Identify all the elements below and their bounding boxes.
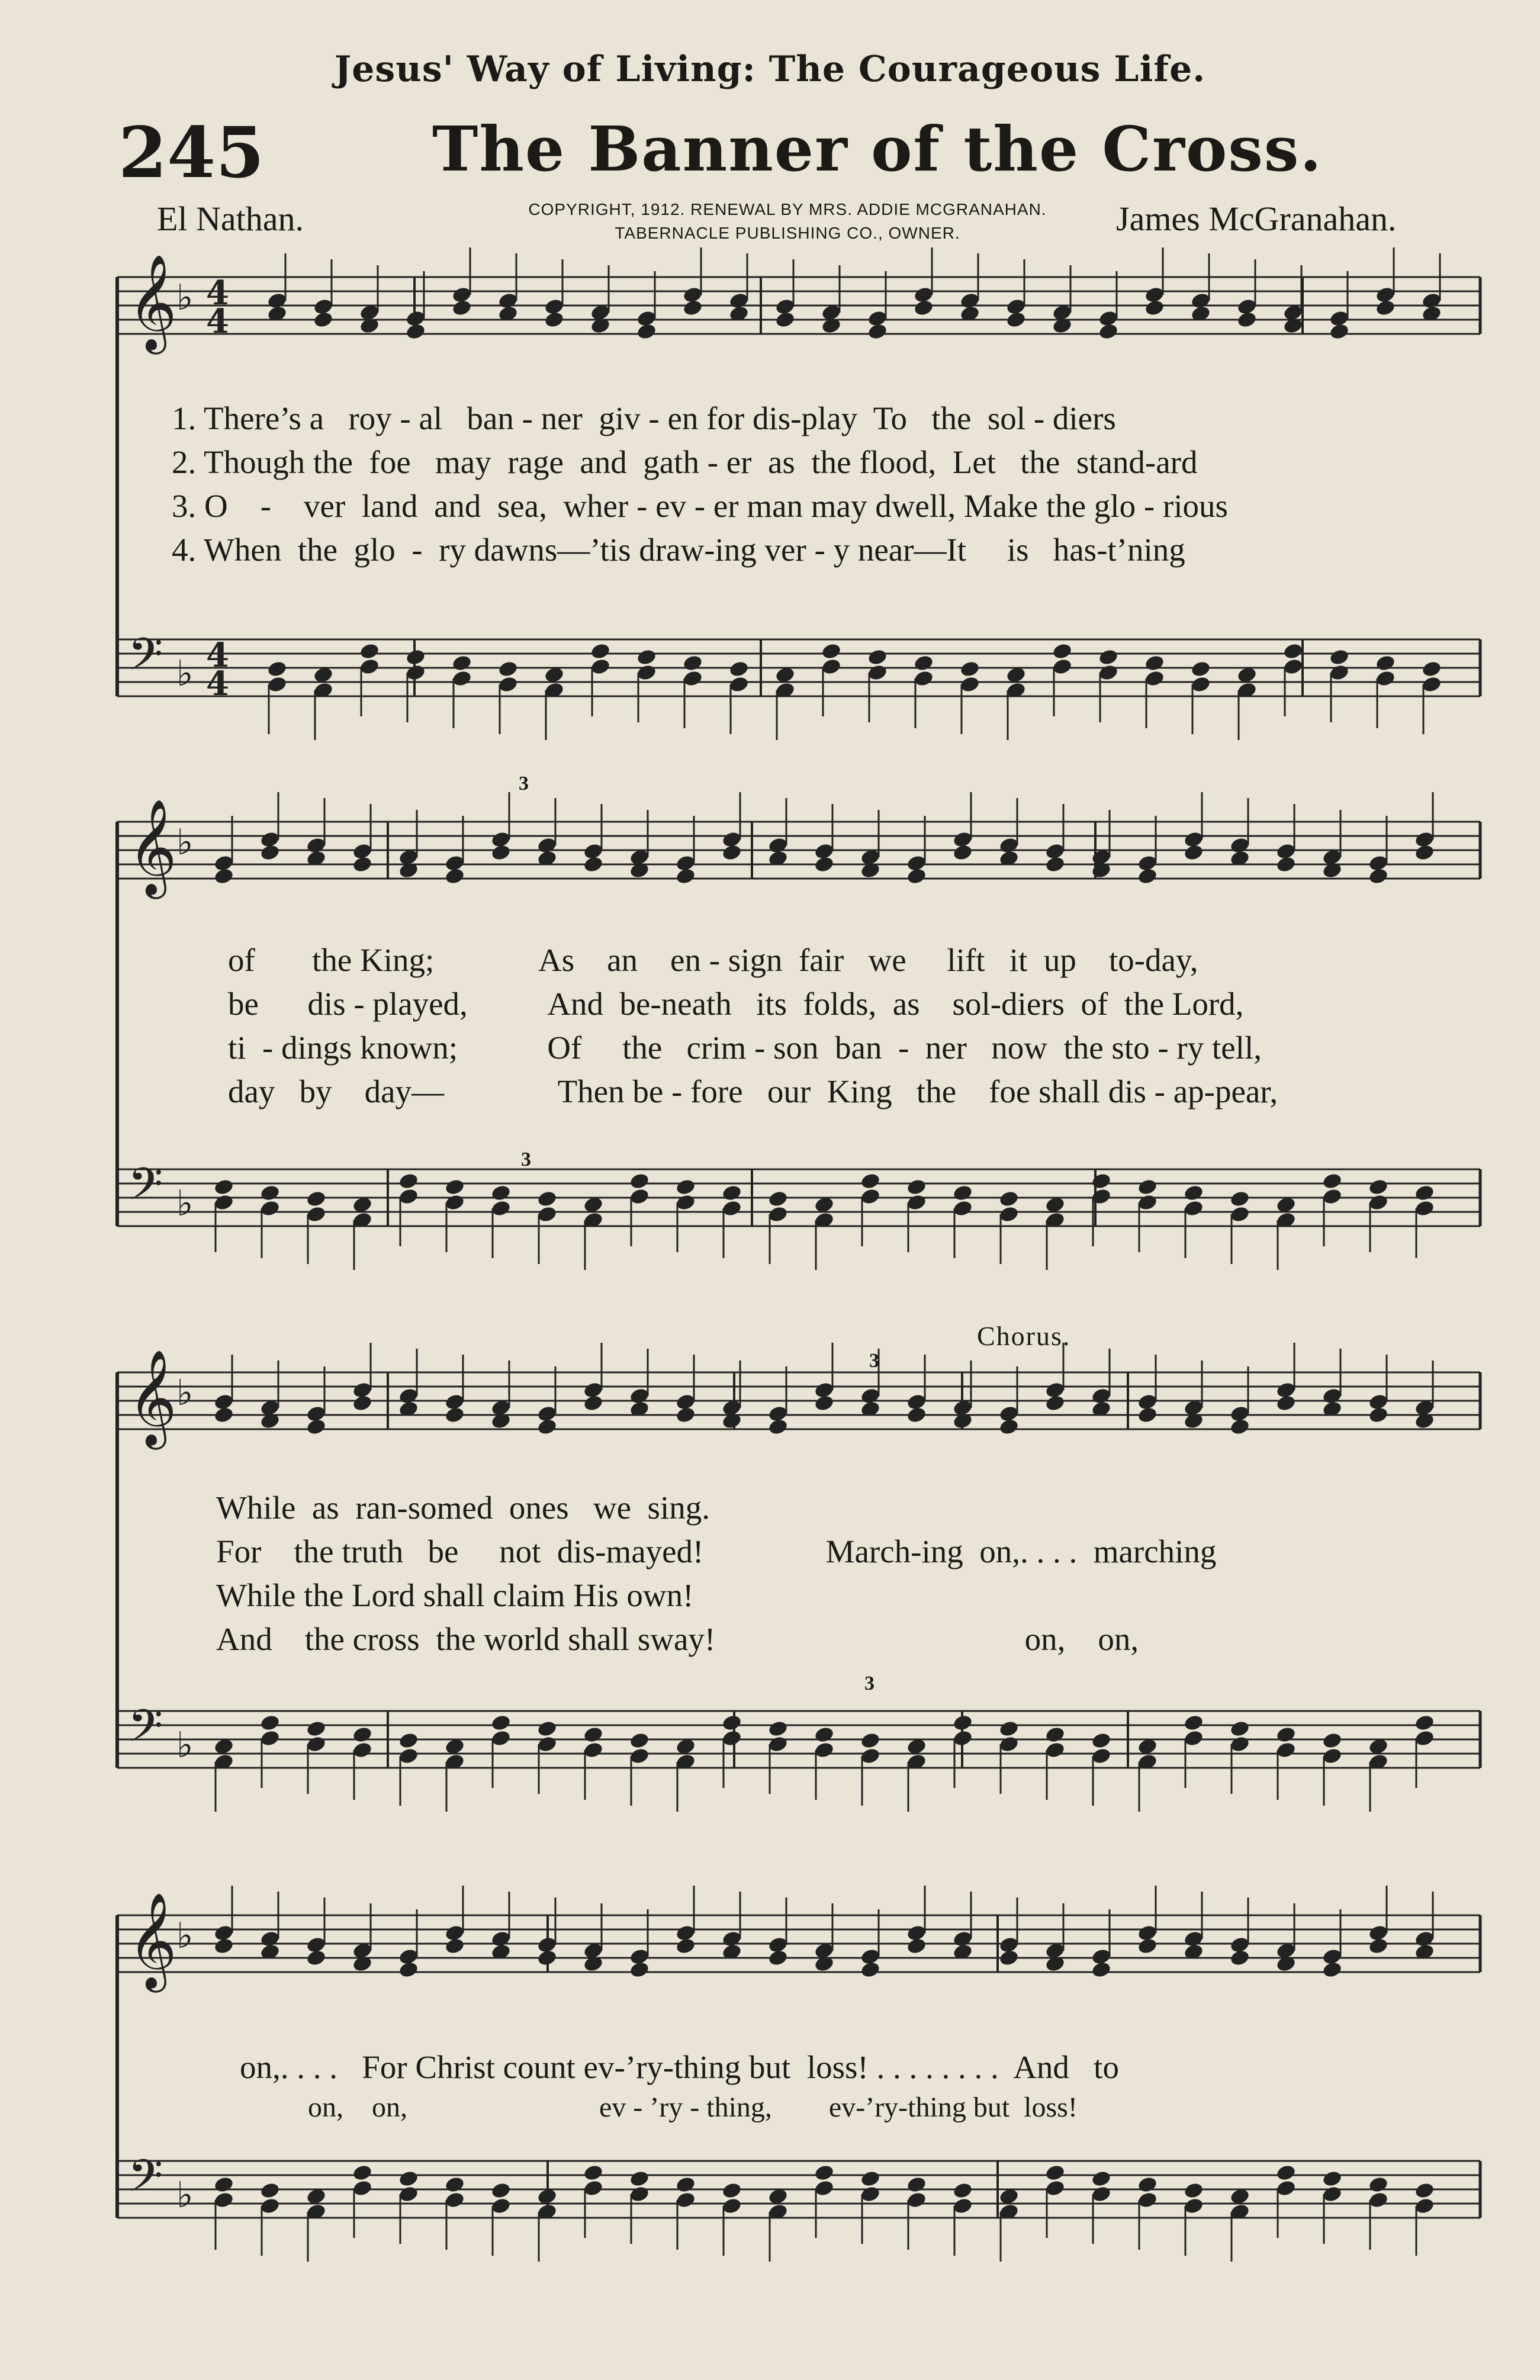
lyric-line: day by day— Then be - fore our King the foe shall dis - ap-pear, xyxy=(228,1073,1278,1109)
notehead xyxy=(1091,2170,1112,2188)
notehead xyxy=(629,1961,650,1979)
notehead xyxy=(583,2164,604,2182)
notehead xyxy=(1368,1178,1389,1197)
notehead xyxy=(821,642,842,661)
treble-clef-icon: 𝄞 xyxy=(128,1892,177,1989)
notehead xyxy=(490,2182,512,2200)
notehead xyxy=(814,2164,835,2182)
system-1-lyrics xyxy=(172,400,1228,575)
notehead xyxy=(860,1961,881,1979)
notehead xyxy=(1375,654,1396,673)
copyright-line-1: COPYRIGHT, 1912. RENEWAL BY MRS. ADDIE MCGRANAHAN. xyxy=(528,200,1047,218)
notehead xyxy=(1137,1937,1158,1956)
notehead xyxy=(721,844,742,862)
notehead xyxy=(583,1394,604,1413)
notehead xyxy=(1275,2164,1297,2182)
lyric-line: For the truth be not dis-mayed! March-ing on,. . . . marching xyxy=(216,1533,1217,1569)
notehead xyxy=(629,1172,650,1191)
notehead xyxy=(451,654,472,673)
notehead xyxy=(536,1418,558,1436)
notehead xyxy=(490,1184,512,1202)
notehead xyxy=(860,1172,881,1191)
triplet-mark: 3 xyxy=(864,1673,875,1694)
notehead xyxy=(1329,323,1350,341)
notehead xyxy=(1137,1178,1158,1197)
notehead xyxy=(1322,2170,1343,2188)
notehead xyxy=(1144,654,1165,673)
lyric-line: 3. O - ver land and sea, wher - ev - er man may dwell, Make the glo - rious xyxy=(172,488,1228,524)
notehead xyxy=(998,1949,1020,1967)
notehead xyxy=(352,1394,373,1413)
notehead xyxy=(1414,844,1435,862)
notehead xyxy=(721,1184,742,1202)
notehead xyxy=(1282,642,1304,661)
notehead xyxy=(998,1418,1020,1436)
notehead xyxy=(1144,299,1165,317)
notehead xyxy=(352,2164,373,2182)
notehead xyxy=(497,660,519,678)
notehead xyxy=(213,1937,234,1956)
notehead xyxy=(1322,1732,1343,1750)
notehead xyxy=(675,1406,696,1424)
flat-icon: ♭ xyxy=(176,822,194,863)
system-3-lyrics xyxy=(216,1489,1216,1664)
notehead xyxy=(359,642,380,661)
lyric-line: While as ran-somed ones we sing. xyxy=(216,1490,710,1526)
notehead xyxy=(1229,1949,1250,1967)
notehead xyxy=(544,311,565,329)
time-signature-top: 4 xyxy=(206,636,229,675)
lyric-line: And the cross the world shall sway! on, on, xyxy=(216,1621,1139,1657)
notehead xyxy=(583,855,604,874)
notehead xyxy=(1052,642,1073,661)
notehead xyxy=(1091,1732,1112,1750)
notehead xyxy=(721,1714,742,1732)
notehead xyxy=(636,648,657,667)
notehead xyxy=(1091,1961,1112,1979)
notehead xyxy=(536,1190,558,1208)
notehead xyxy=(306,1720,327,1738)
notehead xyxy=(1044,855,1066,874)
triplet-mark: 3 xyxy=(521,1149,531,1170)
flat-icon: ♭ xyxy=(176,1915,194,1957)
treble-clef-icon: 𝄞 xyxy=(128,799,177,895)
chorus-label: Chorus. xyxy=(977,1321,1071,1351)
notehead xyxy=(952,2182,973,2200)
lyric-line: on,. . . . For Christ count ev-’ry-thing but loss! . . . . . . . . And to xyxy=(240,2049,1119,2085)
system-4-lyrics xyxy=(240,2048,1119,2134)
notehead xyxy=(1229,1720,1250,1738)
bass-clef-icon: 𝄢 xyxy=(128,2150,163,2213)
notehead xyxy=(1183,2182,1204,2200)
notehead xyxy=(398,1961,419,1979)
notehead xyxy=(259,1714,281,1732)
notehead xyxy=(1275,855,1297,874)
flat-icon: ♭ xyxy=(176,1183,194,1224)
notehead xyxy=(1229,1190,1250,1208)
lyric-line: 4. When the glo - ry dawns—’tis draw-ing ver - y near—It is has-t’ning xyxy=(172,532,1185,568)
bass-clef-icon: 𝄢 xyxy=(128,1158,163,1221)
notehead xyxy=(1098,648,1119,667)
notehead xyxy=(213,2176,234,2194)
lyric-line: ti - dings known; Of the crim - son ban - ner now the sto - ry tell, xyxy=(228,1030,1262,1066)
notehead xyxy=(1368,1406,1389,1424)
notehead xyxy=(213,867,234,886)
notehead xyxy=(444,1178,465,1197)
notehead xyxy=(1368,867,1389,886)
time-signature-top: 4 xyxy=(206,274,229,313)
lyric-line: While the Lord shall claim His own! xyxy=(216,1577,694,1613)
notehead xyxy=(490,1714,512,1732)
notehead xyxy=(767,1949,789,1967)
flat-icon: ♭ xyxy=(176,1372,194,1414)
notehead xyxy=(867,323,888,341)
notehead xyxy=(636,323,657,341)
flat-icon: ♭ xyxy=(176,277,194,319)
notehead xyxy=(398,2170,419,2188)
notehead xyxy=(266,660,288,678)
notehead xyxy=(906,1406,927,1424)
lyricist-credit: El Nathan. xyxy=(157,200,304,238)
notehead xyxy=(906,1937,927,1956)
notehead xyxy=(444,867,465,886)
notehead xyxy=(682,654,703,673)
bass-clef-icon: 𝄢 xyxy=(128,1700,163,1763)
notehead xyxy=(536,1720,558,1738)
composer-credit: James McGranahan. xyxy=(1116,200,1397,238)
notehead xyxy=(1368,2176,1389,2194)
notehead xyxy=(959,660,980,678)
notehead xyxy=(1322,1961,1343,1979)
notehead xyxy=(444,1937,465,1956)
notehead xyxy=(629,2170,650,2188)
notehead xyxy=(906,2176,927,2194)
treble-clef-icon: 𝄞 xyxy=(128,1349,177,1446)
time-signature-bottom: 4 xyxy=(206,664,229,703)
notehead xyxy=(1414,2182,1435,2200)
notehead xyxy=(352,1726,373,1744)
notehead xyxy=(675,1178,696,1197)
notehead xyxy=(259,2182,281,2200)
notehead xyxy=(1322,1172,1343,1191)
notehead xyxy=(306,1190,327,1208)
notehead xyxy=(1183,1714,1204,1732)
notehead xyxy=(767,1720,789,1738)
lyric-line: 2. Though the foe may rage and gath - er as the flood, Let the stand-ard xyxy=(172,444,1198,480)
section-heading: Jesus' Way of Living: The Courageous Life. xyxy=(334,49,1206,90)
bass-clef-icon: 𝄢 xyxy=(128,628,163,692)
notehead xyxy=(721,2182,742,2200)
notehead xyxy=(682,299,703,317)
notehead xyxy=(675,2176,696,2194)
notehead xyxy=(860,1732,881,1750)
notehead xyxy=(1137,867,1158,886)
notehead xyxy=(306,1418,327,1436)
notehead xyxy=(1137,2176,1158,2194)
hymn-title: The Banner of the Cross. xyxy=(432,112,1323,185)
notehead xyxy=(1329,648,1350,667)
triplet-mark: 3 xyxy=(519,773,529,795)
lyric-line: be dis - played, And be-neath its folds, as sol-diers of the Lord, xyxy=(228,986,1244,1022)
flat-icon: ♭ xyxy=(176,1725,194,1766)
notehead xyxy=(444,1406,465,1424)
notehead xyxy=(306,1949,327,1967)
notehead xyxy=(451,299,472,317)
notehead xyxy=(906,1178,927,1197)
notehead xyxy=(998,1190,1020,1208)
notehead xyxy=(814,855,835,874)
notehead xyxy=(583,1726,604,1744)
notehead xyxy=(1229,1418,1250,1436)
notehead xyxy=(405,323,426,341)
notehead xyxy=(490,844,512,862)
notehead xyxy=(1091,1172,1112,1191)
notehead xyxy=(1044,1726,1066,1744)
notehead xyxy=(1190,660,1211,678)
notehead xyxy=(774,311,796,329)
notehead xyxy=(1275,1394,1297,1413)
notehead xyxy=(1137,1406,1158,1424)
notehead xyxy=(1368,1937,1389,1956)
notehead xyxy=(952,1184,973,1202)
notehead xyxy=(1005,311,1027,329)
notehead xyxy=(728,660,750,678)
notehead xyxy=(405,648,426,667)
notehead xyxy=(536,1949,558,1967)
flat-icon: ♭ xyxy=(176,653,194,694)
notehead xyxy=(1044,2164,1066,2182)
lyric-line: of the King; As an en - sign fair we lift it up to-day, xyxy=(228,942,1198,978)
notehead xyxy=(913,654,934,673)
notehead xyxy=(1421,660,1442,678)
notehead xyxy=(952,844,973,862)
notehead xyxy=(213,1178,234,1197)
notehead xyxy=(213,1406,234,1424)
notehead xyxy=(767,1418,789,1436)
notehead xyxy=(352,855,373,874)
notehead xyxy=(952,1714,973,1732)
notehead xyxy=(1375,299,1396,317)
lyric-line: 1. There’s a roy - al ban - ner giv - en for dis-play To the sol - diers xyxy=(172,400,1116,436)
treble-clef-icon: 𝄞 xyxy=(128,254,177,350)
notehead xyxy=(259,844,281,862)
flat-icon: ♭ xyxy=(176,2175,194,2216)
notehead xyxy=(814,1726,835,1744)
notehead xyxy=(444,2176,465,2194)
notehead xyxy=(1236,311,1258,329)
notehead xyxy=(1275,1726,1297,1744)
notehead xyxy=(398,1172,419,1191)
time-signature-bottom: 4 xyxy=(206,302,229,341)
notehead xyxy=(1414,1184,1435,1202)
system-2-lyrics xyxy=(228,941,1278,1117)
notehead xyxy=(1044,1394,1066,1413)
notehead xyxy=(867,648,888,667)
notehead xyxy=(1098,323,1119,341)
notehead xyxy=(313,311,334,329)
notehead xyxy=(1414,1714,1435,1732)
notehead xyxy=(1183,844,1204,862)
notehead xyxy=(259,1184,281,1202)
notehead xyxy=(675,1937,696,1956)
notehead xyxy=(1183,1184,1204,1202)
notehead xyxy=(814,1394,835,1413)
triplet-mark: 3 xyxy=(869,1350,879,1372)
copyright-line-2: TABERNACLE PUBLISHING CO., OWNER. xyxy=(615,224,960,242)
notehead xyxy=(998,1720,1020,1738)
notehead xyxy=(398,1732,419,1750)
notehead xyxy=(767,1190,789,1208)
notehead xyxy=(629,1732,650,1750)
notehead xyxy=(590,642,611,661)
notehead xyxy=(906,867,927,886)
notehead xyxy=(675,867,696,886)
hymn-number: 245 xyxy=(118,111,265,194)
notehead xyxy=(913,299,934,317)
lyric-line: on, on, ev - ’ry - thing, ev-’ry-thing but loss! xyxy=(308,2092,1078,2123)
notehead xyxy=(860,2170,881,2188)
